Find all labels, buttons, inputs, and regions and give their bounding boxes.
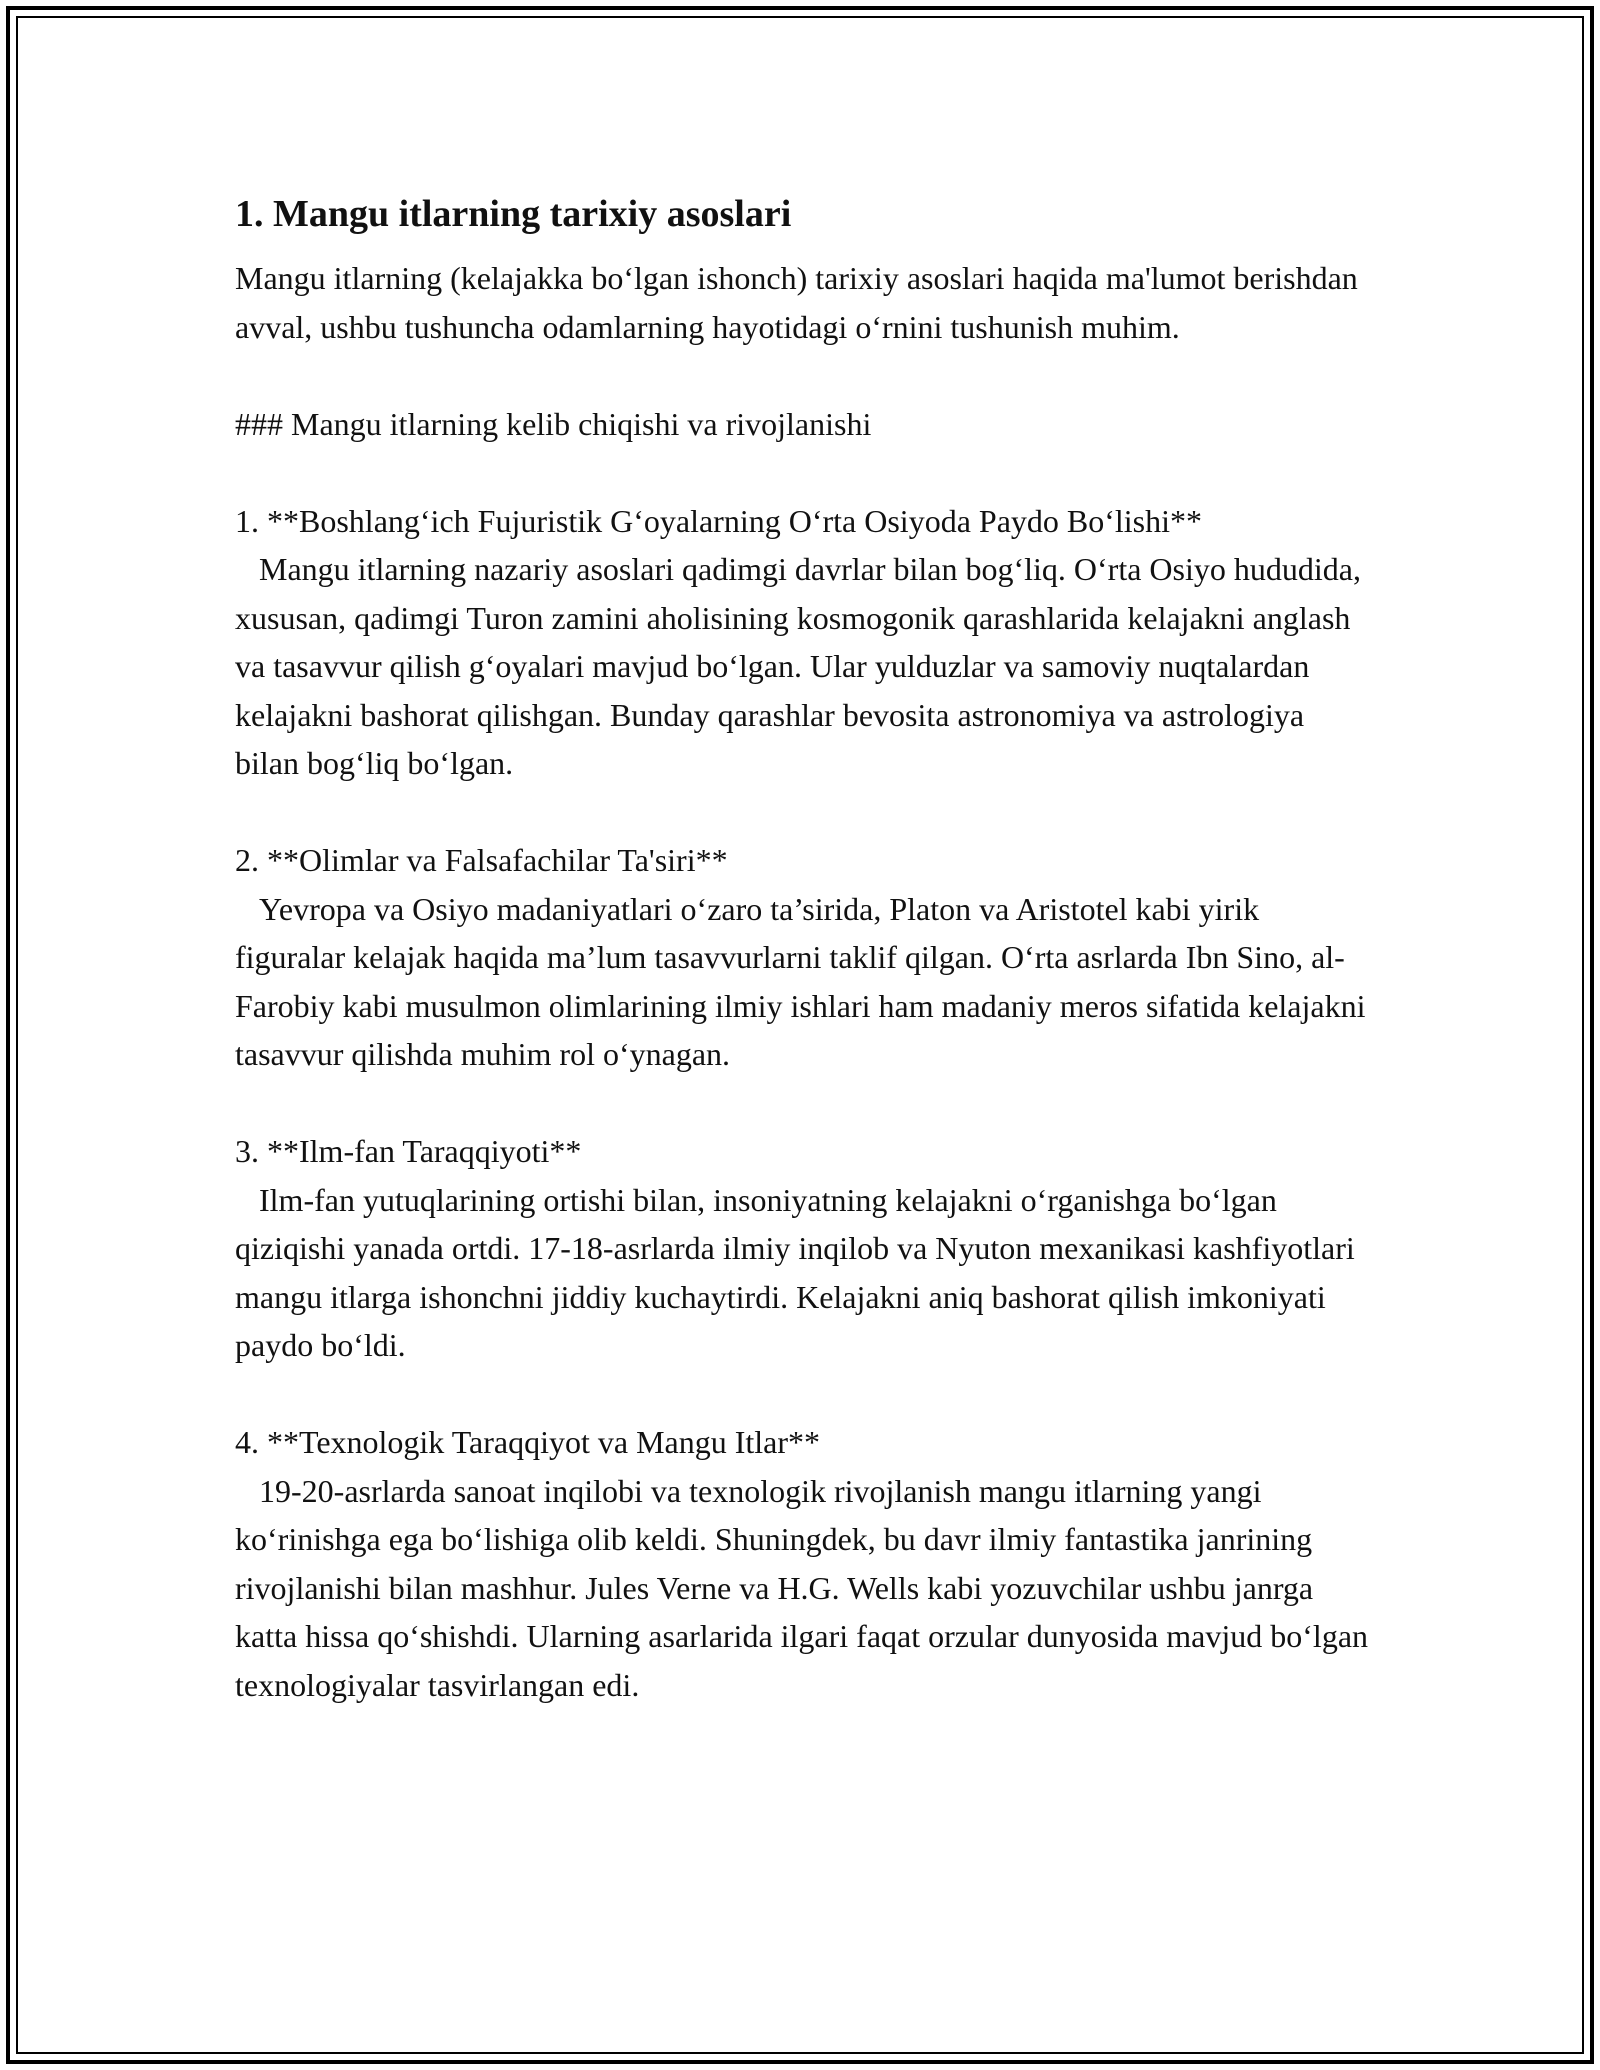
section-body: Yevropa va Osiyo madaniyatlari o‘zaro ta’sirida, Platon va Aristotel kabi yirik figuralar kelajak haqida ma’lum tasavvurlarni taklif qilgan. O‘rta asrlarda Ibn Sino, al-Farobiy kabi musulmon olimlarining ilmiy ishlari ham madaniy meros sifatida kelajakni tasavvur qilishda muhim rol o‘ynagan.	[235, 890, 1374, 1072]
section-3	[235, 1127, 1375, 1370]
document-body	[235, 186, 1375, 1709]
document-title: 1. Mangu itlarning tarixiy asoslari	[235, 193, 792, 235]
spacer	[235, 1370, 1375, 1419]
intro-paragraph: Mangu itlarning (kelajakka bo‘lgan ishonch) tarixiy asoslari haqida ma'lumot berishdan avval, ushbu tushuncha odamlarning hayotidagi o‘rnini tushunish muhim.	[235, 260, 1366, 345]
section-heading: 2. **Olimlar va Falsafachilar Ta'siri**	[235, 842, 728, 878]
section-1	[235, 497, 1375, 788]
spacer	[235, 1079, 1375, 1128]
section-body: Mangu itlarning nazariy asoslari qadimgi davrlar bilan bog‘liq. O‘rta Osiyo hududida, xususan, qadimgi Turon zamini aholisining kosmogonik qarashlarida kelajakni anglash va tasavvur qilish g‘oyalari mavjud bo‘lgan. Ular yulduzlar va samoviy nuqtalardan kelajakni bashorat qilishgan. Bunday qarashlar bevosita astronomiya va astrologiya bilan bog‘liq bo‘lgan.	[235, 551, 1369, 781]
section-2	[235, 836, 1375, 1079]
section-4	[235, 1418, 1375, 1709]
section-heading: 1. **Boshlang‘ich Fujuristik G‘oyalarning O‘rta Osiyoda Paydo Bo‘lishi**	[235, 502, 1203, 539]
section-heading: 4. **Texnologik Taraqqiyot va Mangu Itlar**	[235, 1424, 821, 1460]
section-body: 19-20-asrlarda sanoat inqilobi va texnologik rivojlanish mangu itlarning yangi ko‘rinishga ega bo‘lishiga olib keldi. Shuningdek, bu davr ilmiy fantastika janrining rivojlanishi bilan mashhur. Jules Verne va H.G. Wells kabi yozuvchilar ushbu janrga katta hissa qo‘shishdi. Ularning asarlarida ilgari faqat orzular dunyosida mavjud bo‘lgan texnologiyalar tasvirlangan edi.	[235, 1472, 1377, 1703]
subheading: ### Mangu itlarning kelib chiqishi va rivojlanishi	[235, 405, 872, 442]
section-heading: 3. **Ilm-fan Taraqqiyoti**	[235, 1133, 582, 1169]
section-body: Ilm-fan yutuqlarining ortishi bilan, insoniyatning kelajakni o‘rganishga bo‘lgan qiziqishi yanada ortdi. 17-18-asrlarda ilmiy inqilob va Nyuton mexanikasi kashfiyotlari mangu itlarga ishonchni jiddiy kuchaytirdi. Kelajakni aniq bashorat qilish imkoniyati paydo bo‘ldi.	[235, 1181, 1363, 1363]
spacer	[235, 788, 1375, 837]
spacer	[235, 448, 1375, 497]
spacer	[235, 351, 1375, 400]
